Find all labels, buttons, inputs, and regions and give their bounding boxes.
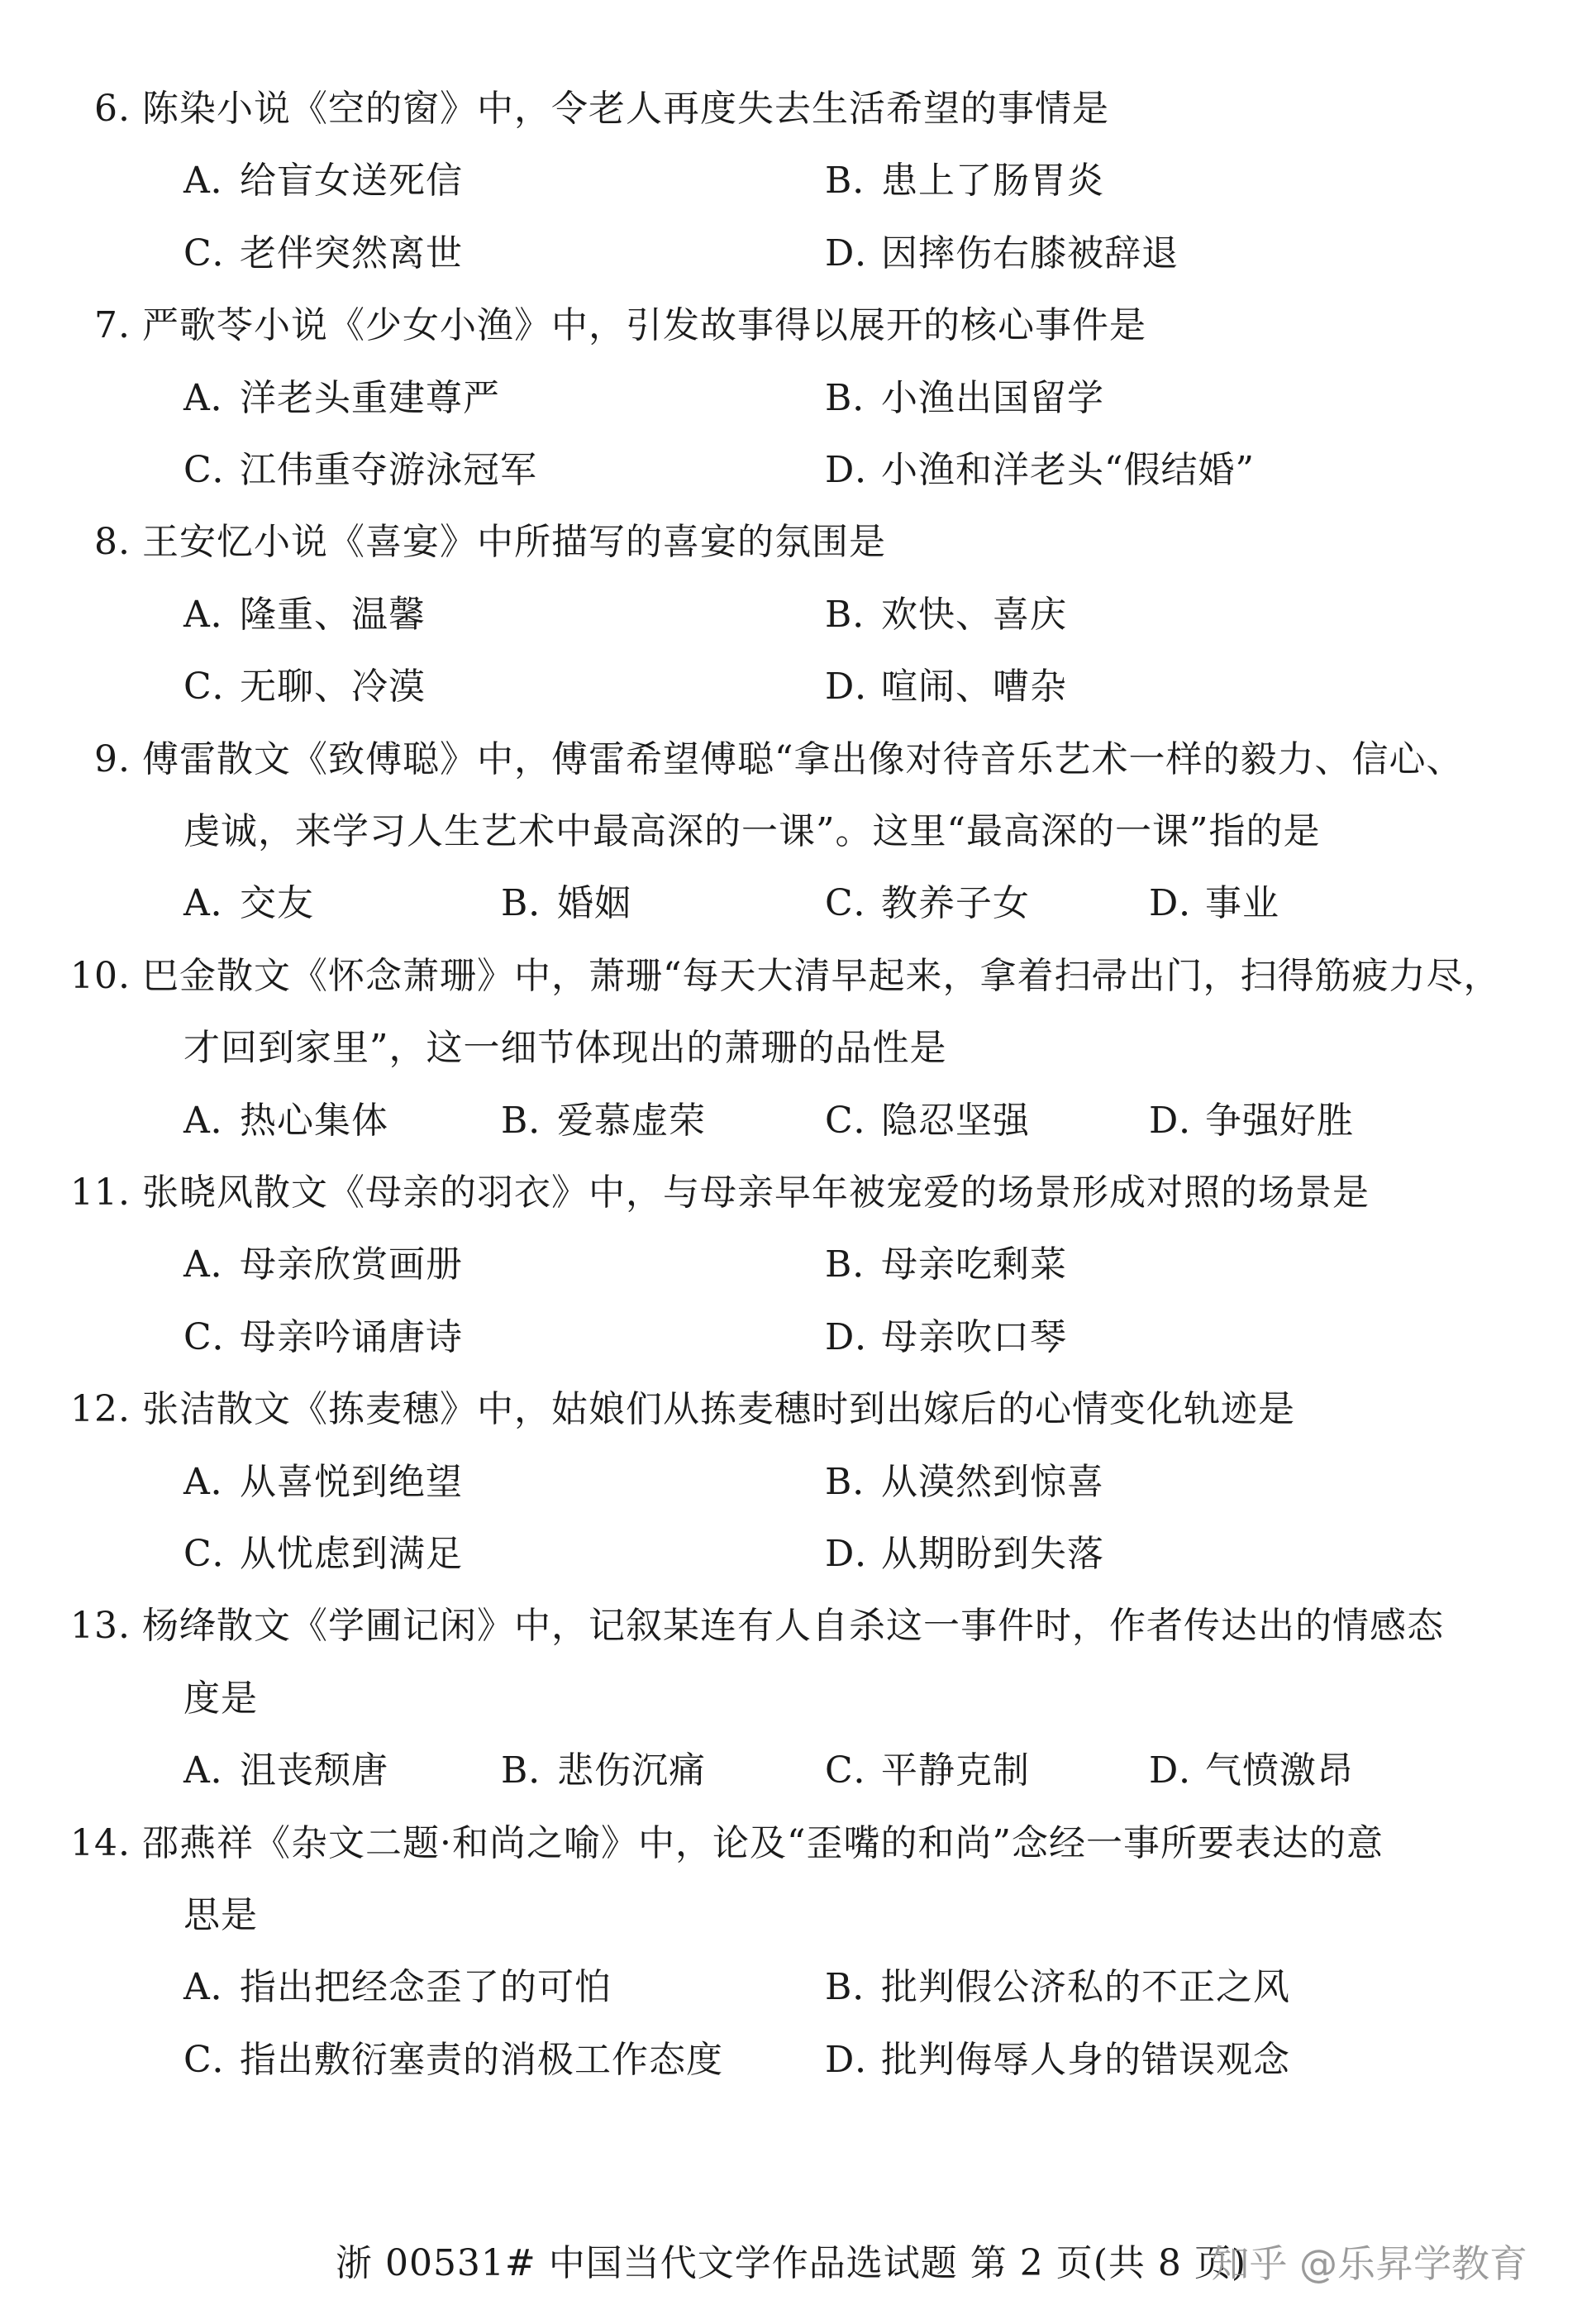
option <box>1149 1100 1354 1143</box>
option-text: 事业 <box>1205 882 1279 924</box>
option-letter: A． <box>183 1243 248 1286</box>
option <box>825 1966 1290 2009</box>
question-text: 杨绛散文《学圃记闲》中，记叙某连有人自杀这一事件时，作者传达出的情感态 <box>142 1605 1444 1647</box>
option-text: 欢快、喜庆 <box>881 594 1067 636</box>
option-text: 指出敷衍塞责的消极工作态度 <box>240 2039 723 2081</box>
question-number: 14. <box>70 1822 131 1864</box>
option <box>825 2039 1290 2082</box>
question-stem-continued <box>183 1677 258 1720</box>
option-text: 平静克制 <box>881 1749 1030 1792</box>
question-stem <box>63 738 1464 781</box>
option <box>825 1461 1104 1504</box>
option-text: 江伟重夺游泳冠军 <box>240 449 537 491</box>
option-text: 从忧虑到满足 <box>240 1533 463 1575</box>
question-text: 王安忆小说《喜宴》中所描写的喜宴的氛围是 <box>142 521 886 563</box>
option-letter: C． <box>183 449 250 491</box>
option-letter: D． <box>1149 882 1217 924</box>
option-letter: A． <box>183 1100 248 1142</box>
option <box>501 882 631 925</box>
question-stem <box>63 1822 1384 1865</box>
option-text: 批判侮辱人身的错误观念 <box>881 2039 1290 2081</box>
page-footer: 浙 00531# 中国当代文学作品选试题 第 2 页(共 8 页) <box>335 2242 1247 2284</box>
option <box>183 882 314 925</box>
option-letter: B． <box>825 1461 890 1503</box>
option-letter: B． <box>825 1243 890 1286</box>
option-letter: C． <box>183 1316 250 1358</box>
option <box>183 377 500 420</box>
option <box>825 377 1104 420</box>
option-text: 气愤激昂 <box>1205 1749 1354 1792</box>
option <box>183 1243 463 1286</box>
option <box>501 1749 706 1792</box>
option <box>501 1100 706 1143</box>
option-letter: D． <box>825 232 893 274</box>
question-stem <box>63 88 1109 131</box>
option-text: 沮丧颓唐 <box>240 1749 388 1792</box>
question-text: 思是 <box>183 1894 258 1936</box>
option-letter: B． <box>825 160 890 202</box>
option-letter: C． <box>825 882 891 924</box>
option-letter: D． <box>1149 1749 1217 1792</box>
option <box>825 666 1067 709</box>
option-letter: A． <box>183 1461 248 1503</box>
option-letter: D． <box>825 666 893 708</box>
question-number: 9. <box>94 738 131 780</box>
option-text: 小渔出国留学 <box>881 377 1104 419</box>
question-stem <box>63 521 886 564</box>
option-text: 批判假公济私的不正之风 <box>881 1966 1290 2008</box>
option <box>183 1461 463 1504</box>
option-text: 从漠然到惊喜 <box>881 1461 1104 1503</box>
question-stem <box>63 304 1146 347</box>
question-number: 12. <box>70 1388 131 1430</box>
option <box>825 594 1067 637</box>
option-text: 母亲吟诵唐诗 <box>240 1316 463 1358</box>
question-stem-continued <box>183 1894 258 1937</box>
question-stem <box>63 1605 1444 1648</box>
question-text: 张晓风散文《母亲的羽衣》中，与母亲早年被宠爱的场景形成对照的场景是 <box>142 1172 1370 1214</box>
option <box>825 160 1104 203</box>
question-number: 13. <box>70 1605 131 1647</box>
option-letter: C． <box>825 1749 891 1792</box>
option <box>183 594 426 637</box>
option-text: 悲伤沉痛 <box>557 1749 706 1792</box>
option-text: 洋老头重建尊严 <box>240 377 500 419</box>
option-letter: C． <box>183 1533 250 1575</box>
question-stem-continued <box>183 1027 947 1070</box>
question-number: 10. <box>70 955 131 997</box>
option-letter: B． <box>825 1966 890 2008</box>
option-letter: D． <box>825 1316 893 1358</box>
option <box>825 1316 1067 1359</box>
option <box>825 1100 1030 1143</box>
question-stem <box>63 955 1501 998</box>
question-number: 6. <box>94 88 131 130</box>
option <box>183 666 426 709</box>
option-text: 隐忍坚强 <box>881 1100 1030 1142</box>
question-text: 陈染小说《空的窗》中，令老人再度失去生活希望的事情是 <box>142 88 1109 130</box>
option <box>825 1243 1067 1286</box>
option-letter: A． <box>183 1749 248 1792</box>
question-stem <box>63 1172 1370 1214</box>
option-text: 交友 <box>240 882 314 924</box>
option <box>183 1533 463 1576</box>
option <box>183 1316 463 1359</box>
option-text: 因摔伤右膝被辞退 <box>881 232 1179 274</box>
option-letter: A． <box>183 160 248 202</box>
option <box>183 2039 723 2082</box>
option-letter: A． <box>183 1966 248 2008</box>
question-number: 7. <box>94 304 131 346</box>
question-text: 邵燕祥《杂文二题·和尚之喻》中，论及“歪嘴的和尚”念经一事所要表达的意 <box>142 1822 1384 1864</box>
option-letter: B． <box>501 1100 566 1142</box>
question-number: 11. <box>70 1172 131 1214</box>
option-text: 母亲欣赏画册 <box>240 1243 463 1286</box>
option-letter: C． <box>825 1100 891 1142</box>
question-stem <box>63 1388 1295 1431</box>
option <box>183 1100 388 1143</box>
option-text: 隆重、温馨 <box>240 594 426 636</box>
question-text: 度是 <box>183 1677 258 1720</box>
option-letter: A． <box>183 377 248 419</box>
option <box>1149 882 1279 925</box>
option <box>825 1749 1030 1792</box>
question-text: 张洁散文《拣麦穗》中，姑娘们从拣麦穗时到出嫁后的心情变化轨迹是 <box>142 1388 1295 1430</box>
option <box>183 1749 388 1792</box>
option-text: 母亲吃剩菜 <box>881 1243 1067 1286</box>
option-text: 从喜悦到绝望 <box>240 1461 463 1503</box>
option-letter: A． <box>183 882 248 924</box>
question-number: 8. <box>94 521 131 563</box>
option-letter: D． <box>1149 1100 1217 1142</box>
option <box>825 1533 1104 1576</box>
watermark: 知乎 @乐昇学教育 <box>1211 2241 1527 2286</box>
option-text: 小渔和洋老头“假结婚” <box>881 449 1255 491</box>
option-text: 从期盼到失落 <box>881 1533 1104 1575</box>
option-letter: B． <box>501 882 566 924</box>
option <box>183 449 537 492</box>
option-text: 指出把经念歪了的可怕 <box>240 1966 612 2008</box>
option <box>183 160 463 203</box>
option <box>825 232 1179 275</box>
option-text: 患上了肠胃炎 <box>881 160 1104 202</box>
option-letter: D． <box>825 1533 893 1575</box>
option-text: 老伴突然离世 <box>240 232 463 274</box>
option <box>183 1966 612 2009</box>
option-letter: A． <box>183 594 248 636</box>
question-text: 严歌苓小说《少女小渔》中，引发故事得以展开的核心事件是 <box>142 304 1146 346</box>
option-text: 热心集体 <box>240 1100 388 1142</box>
option-letter: B． <box>501 1749 566 1792</box>
option <box>1149 1749 1354 1792</box>
question-text: 才回到家里”，这一细节体现出的萧珊的品性是 <box>183 1027 947 1069</box>
option-letter: B． <box>825 594 890 636</box>
question-text: 傅雷散文《致傅聪》中，傅雷希望傅聪“拿出像对待音乐艺术一样的毅力、信心、 <box>142 738 1464 780</box>
question-text: 虔诚，来学习人生艺术中最高深的一课”。这里“最高深的一课”指的是 <box>183 810 1321 852</box>
option-text: 争强好胜 <box>1205 1100 1354 1142</box>
option <box>825 449 1255 492</box>
option <box>183 232 463 275</box>
option-text: 喧闹、嘈杂 <box>881 666 1067 708</box>
question-text: 巴金散文《怀念萧珊》中，萧珊“每天大清早起来，拿着扫帚出门，扫得筋疲力尽， <box>142 955 1501 997</box>
option-letter: D． <box>825 2039 893 2081</box>
option-letter: C． <box>183 232 250 274</box>
option <box>825 882 1030 925</box>
option-text: 婚姻 <box>557 882 631 924</box>
option-text: 母亲吹口琴 <box>881 1316 1067 1358</box>
option-text: 爱慕虚荣 <box>557 1100 706 1142</box>
question-stem-continued <box>183 810 1320 853</box>
option-letter: B． <box>825 377 890 419</box>
option-letter: C． <box>183 2039 250 2081</box>
option-text: 给盲女送死信 <box>240 160 463 202</box>
option-text: 教养子女 <box>881 882 1030 924</box>
option-letter: D． <box>825 449 893 491</box>
option-letter: C． <box>183 666 250 708</box>
option-text: 无聊、冷漠 <box>240 666 426 708</box>
